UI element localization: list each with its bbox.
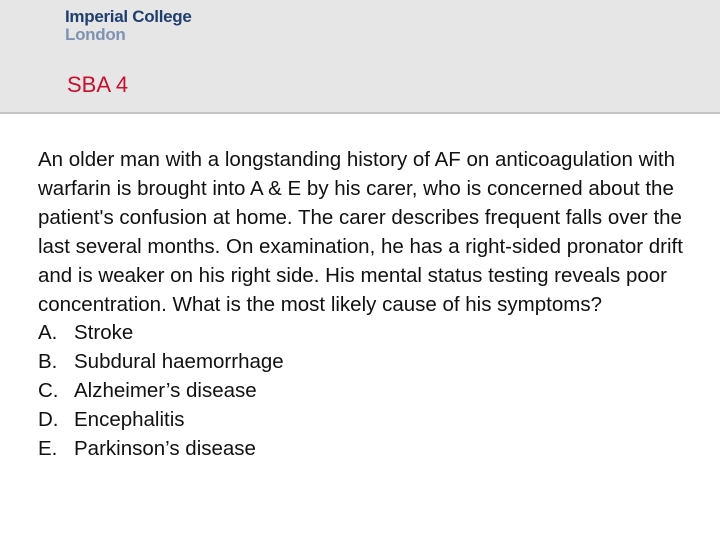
slide-title: SBA 4 [67, 72, 129, 97]
option-c [38, 377, 708, 406]
option-letter: D. [38, 408, 59, 432]
option-e [38, 435, 708, 464]
slide-header [0, 0, 720, 114]
logo-line-1: Imperial College [65, 7, 192, 26]
option-a [38, 319, 708, 348]
option-text: Encephalitis [74, 408, 185, 432]
option-letter: E. [38, 437, 58, 461]
option-text: Parkinson’s disease [74, 437, 256, 461]
option-letter: A. [38, 321, 58, 345]
option-b [38, 348, 708, 377]
logo-line-2: London [65, 25, 126, 44]
option-letter: B. [38, 350, 58, 374]
option-text: Stroke [74, 321, 134, 345]
question-text: An older man with a longstanding history of AF on anticoagulation with warfarin is brought into A & E by his carer, who is concerned about the patient's confusion at home. The carer describes frequent falls over the last several months. On examination, he has a right-sided pronator drift and is weaker on his right side. His mental status testing reveals poor concentration. What is the most likely cause of his symptoms? [38, 148, 683, 316]
slide-body [38, 146, 708, 464]
option-letter: C. [38, 379, 59, 403]
option-d [38, 406, 708, 435]
imperial-college-logo [65, 8, 192, 44]
option-text: Subdural haemorrhage [74, 350, 284, 374]
option-text: Alzheimer’s disease [74, 379, 257, 403]
answer-options [38, 319, 708, 464]
